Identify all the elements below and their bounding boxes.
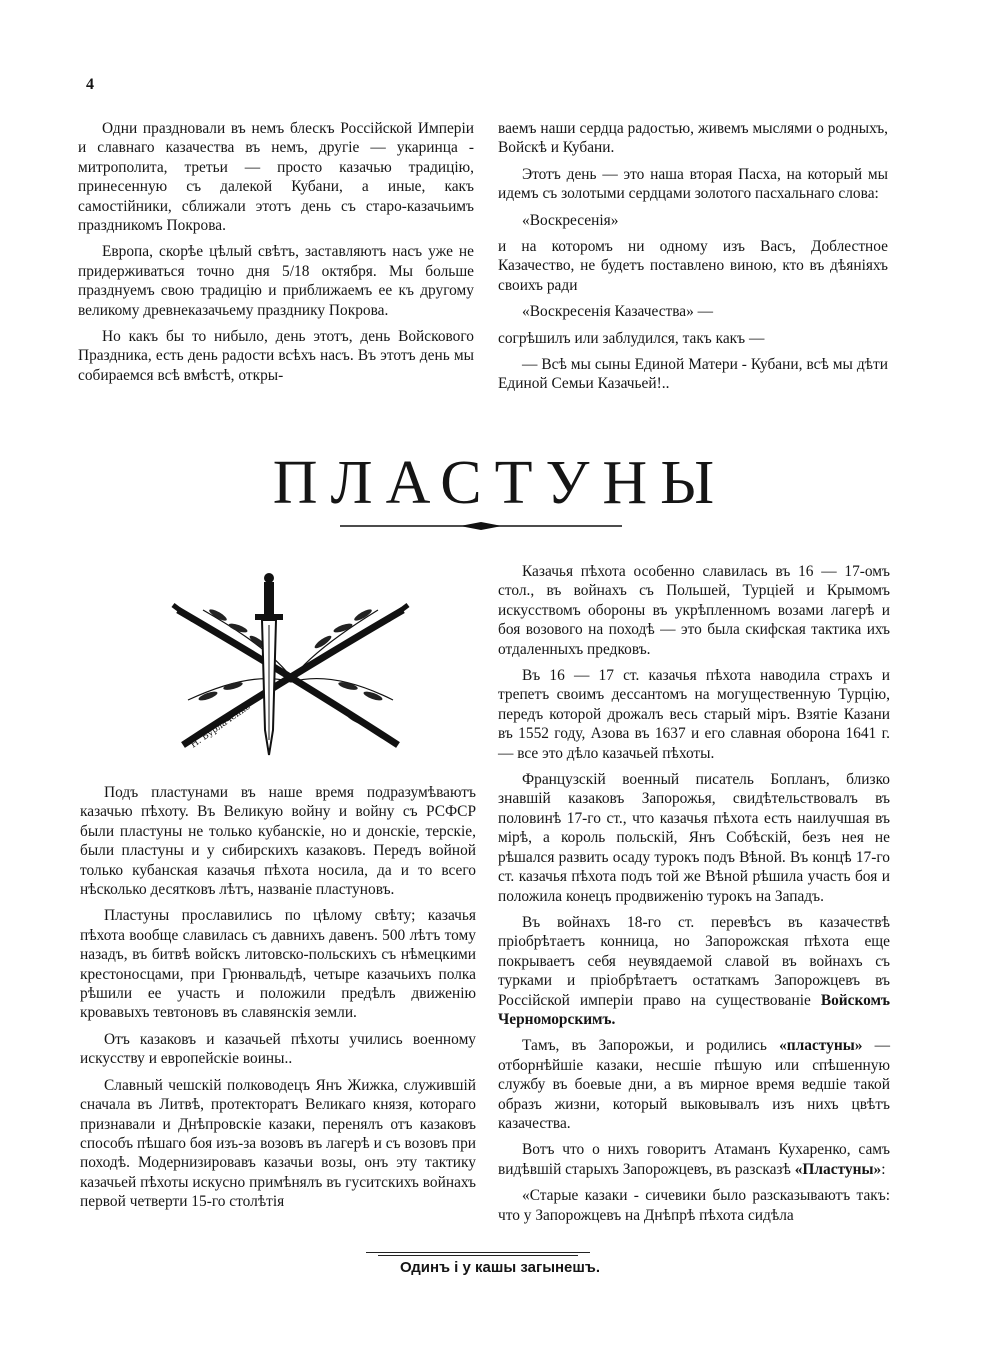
paragraph: и на которомъ ни одному изъ Васъ, Доблестное Казачество, не будетъ поставлено виною, кто въ дѣяніяхъ своихъ ради (498, 238, 888, 294)
paragraph: Пластуны прославились по цѣлому свѣту; казачья пѣхота вообще славилась съ давнихъ давенъ. 500 лѣтъ тому назадъ, въ битвѣ войскъ литовско-польскихъ съ нѣмецкими крестоносцами, при Грюнвальдѣ, четыре казачьихъ полка рѣшили ее участь и положили предѣлъ движенію кровавыхъ тевтоновъ въ славянскія земли. (80, 907, 476, 1022)
text: Вотъ что о нихъ говоритъ Атаманъ Кухаренко, самъ видѣвшій старыхъ Запорожцевъ, въ разсказѣ (498, 1141, 890, 1178)
text: : (881, 1160, 886, 1178)
paragraph: Въ 16 — 17 ст. казачья пѣхота наводила страхъ и трепетъ своимъ дессантомъ на могущественную Турцію, передъ которой дрожалъ весь старый міръ. Взятіе Казани въ 1552 году, Азова въ 1637 и его славная оборона 1641 г. — все это дѣло казачьей пѣхоты. (498, 667, 890, 762)
footer-rule (366, 1252, 590, 1253)
paragraph: Этотъ день — это наша вторая Пасха, на который мы идемъ съ золотыми сердцами золотого пасхальнаго слова: (498, 165, 888, 203)
footer-proverb: Одинъ і у кашы загынешъ. (399, 1259, 601, 1276)
paragraph (498, 913, 890, 1029)
paragraph: Подъ пластунами въ наше время подразумѣваютъ казачью пѣхоту. Въ Великую войну и войну съ РСФСР были пластуны не только кубанскіе, но и донскіе, терскіе, были пластуны и у сибирскихъ казаковъ. Передъ войной только кубанская казачья пѣхота носила, да и то всего нѣсколько десятковъ лѣтъ, названіе пластуновъ. (80, 784, 476, 899)
top-left-column (78, 119, 474, 392)
paragraph (498, 1140, 890, 1179)
paragraph: согрѣшилъ или заблудился, такъ какъ — (498, 329, 765, 347)
quote: «Воскресенія» (522, 211, 619, 229)
emblem-signature: Н. Бурлаченко (188, 701, 253, 751)
paragraph: Но какъ бы то нибыло, день этотъ, день Войскового Праздника, есть день радости всѣхъ насъ. Въ этотъ день мы собираемся всѣ вмѣстѣ, откры- (78, 328, 474, 384)
paragraph: Европа, скорѣе цѣлый свѣтъ, заставляютъ насъ уже не придерживаться точно дня 5/18 октября. Мы больше празднуемъ свою традицію и приближаемъ ее къ другому великому древнеказачьему празднику Покрова. (78, 243, 474, 319)
crossed-sabres-dagger-emblem (163, 570, 418, 760)
paragraph: Славный чешскій полководецъ Янъ Жижка, служившій сначала въ Литвѣ, протекторатъ Великаго князя, котораго признавали и Днѣпровскіе казаки, перенялъ отъ казаковъ способъ пѣшаго боя изъ-за возовъ въ лагерѣ и съ возовъ при походѣ. Модернизировавъ казачьи возы, онъ эту тактику казачьей пѣхоты искусно примѣнялъ въ гуситскихъ войнахъ первой четверти 15-го столѣтія (80, 1076, 476, 1211)
bold-text: «пластуны» (779, 1037, 863, 1055)
bottom-right-column (498, 562, 890, 1232)
quote: «Воскресенія Казачества» — (522, 303, 714, 321)
text: Въ войнахъ 18-го ст. перевѣсъ въ казачествѣ пріобрѣтаетъ конница, но Запорожская пѣхота еще покрываетъ себя неувядаемой славой въ войнахъ съ турками и пріобрѣтаетъ остаткамъ Запорожцевъ въ Россійской имперіи право на существованіе (498, 913, 890, 1009)
paragraph: ваемъ наши сердца радостью, живемъ мыслями о родныхъ, Войскѣ и Кубани. (498, 120, 888, 157)
footer-rule (378, 1255, 578, 1256)
page-number: 4 (86, 76, 94, 93)
bold-text: «Пластуны» (794, 1160, 882, 1178)
paragraph (498, 1036, 890, 1133)
paragraph: Казачья пѣхота особенно славилась въ 16 — 17-омъ стол., въ войнахъ съ Польшей, Турціей и Крымомъ искусствомъ обороны въ укрѣпленномъ возами лагерѣ и боя возового на походѣ — это была скифская тактика ихъ отдаленныхъ предковъ. (498, 563, 890, 658)
top-right-column (498, 119, 888, 401)
paragraph: Отъ казаковъ и казачьей пѣхоты учились военному искусству и европейскіе воины.. (80, 1030, 476, 1068)
text: — отборнѣйшіе казаки, несшіе пѣшую или спѣшенную службу въ боевые дни, а въ мирное время ведшіе такой образъ жизни, который выковывалъ изъ нихъ цвѣтъ казачества. (498, 1037, 890, 1132)
bold-text: Войскомъ Черноморскимъ. (498, 991, 890, 1028)
text: Тамъ, въ Запорожьи, и родились (522, 1037, 767, 1055)
article-title: ПЛАСТУНЫ (272, 449, 728, 517)
paragraph: — Всѣ мы сыны Единой Матери - Кубани, всѣ мы дѣти Единой Семьи Казачьей!.. (498, 356, 888, 393)
paragraph: Одни праздновали въ немъ блескъ Россійской Имперіи и славнаго казачества въ немъ, другіе — укаринца - митрополита, третьи — просто казачью традицію, принесенную съ далекой Кубани, а иные, какъ самостійники, сближали этотъ день съ старо-казачьимъ праздникомъ Покрова. (78, 120, 474, 235)
bottom-left-column (80, 783, 476, 1219)
paragraph: Французскій военный писатель Бопланъ, близко знавшій казаковъ Запорожья, свидѣтельствовалъ въ половинѣ 17-го ст., что казачья пѣхота есть наилучшая въ мірѣ, а король польскій, Янъ Собѣскій, безъ нея не рѣшался развить осаду турокъ подъ Вѣной. Въ концѣ 17-го ст. казачья пѣхота подъ той же Вѣной рѣшила участь боя и положила конецъ продвиженію турокъ на Западъ. (498, 771, 890, 905)
paragraph: «Старые казаки - сичевики было разсказываютъ такъ: что у Запорожцевъ на Днѣпрѣ пѣхота сидѣла (498, 1187, 890, 1224)
title-ornament-rule (340, 521, 622, 531)
